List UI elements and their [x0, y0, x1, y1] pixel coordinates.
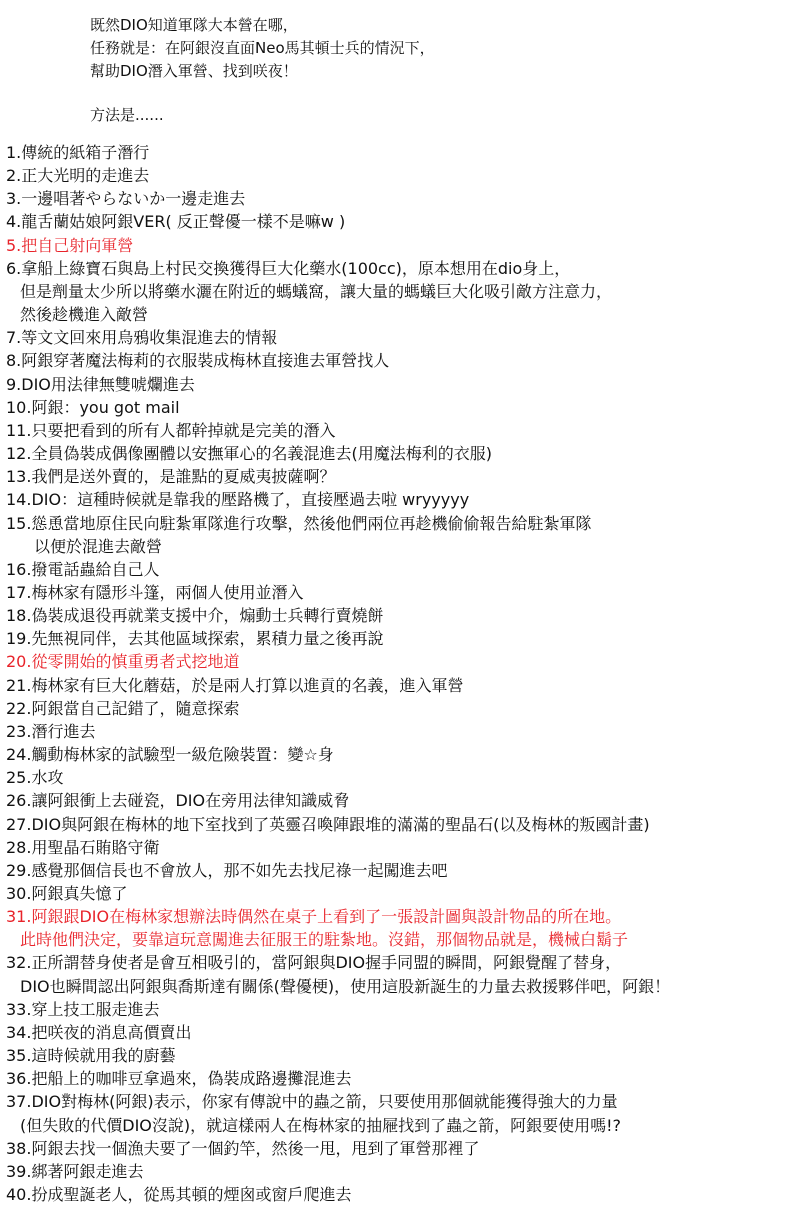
intro-section	[90, 14, 790, 127]
list-item: 8.阿銀穿著魔法梅莉的衣服裝成梅林直接進去軍營找人	[6, 351, 390, 371]
list-item: 3.一邊唱著やらないか一邊走進去	[6, 189, 246, 209]
list-item-continuation: (但失敗的代價DIO沒說)，就這樣兩人在梅林家的抽屜找到了蟲之箭，阿銀要使用嗎!?	[20, 1115, 622, 1135]
list-item-continuation: 此時他們決定，要靠這玩意闖進去征服王的駐紮地。沒錯，那個物品就是，機械白鬍子	[20, 930, 629, 950]
list-item: 5.把自己射向軍營	[6, 235, 134, 255]
list-item-continuation: 然後趁機進入敵營	[20, 305, 149, 325]
list-item: 31.阿銀跟DIO在梅林家想辦法時偶然在桌子上看到了一張設計圖與設計物品的所在地。	[6, 907, 622, 927]
list-item: 13.我們是送外賣的，是誰點的夏威夷披薩啊？	[6, 467, 336, 487]
list-item: 29.感覺那個信長也不會放人，那不如先去找尼祿一起闖進去吧	[6, 860, 448, 880]
list-item: 18.偽裝成退役再就業支援中介，煽動士兵轉行賣燒餅	[6, 606, 384, 626]
method-list	[6, 141, 796, 1206]
list-item: 11.只要把看到的所有人都幹掉就是完美的潛入	[6, 420, 336, 440]
list-item-continuation: 以便於混進去敵營	[34, 536, 163, 556]
list-item: 2.正大光明的走進去	[6, 166, 150, 186]
list-item: 23.潛行進去	[6, 721, 96, 741]
list-item: 9.DIO用法律無雙唬爛進去	[6, 374, 195, 394]
list-item-continuation: DIO也瞬間認出阿銀與喬斯達有關係(聲優梗)，使用這股新誕生的力量去救援夥伴吧，阿銀！	[20, 976, 671, 996]
intro-line: 任務就是：在阿銀沒直面Neo馬其頓士兵的情況下，	[90, 39, 435, 57]
list-item: 19.先無視同伴，去其他區域探索，累積力量之後再說	[6, 629, 384, 649]
list-item: 24.觸動梅林家的試驗型一級危險裝置：變☆身	[6, 745, 334, 765]
list-item: 14.DIO：這種時候就是靠我的壓路機了，直接壓過去啦 wryyyyy	[6, 490, 470, 510]
list-item: 6.拿船上綠寶石與島上村民交換獲得巨大化藥水(100cc)，原本想用在dio身上，	[6, 258, 571, 278]
list-item: 4.龍舌蘭姑娘阿銀VER( 反正聲優一樣不是嘛w )	[6, 212, 346, 232]
methods-label: 方法是......	[90, 106, 164, 124]
list-item: 27.DIO與阿銀在梅林的地下室找到了英靈召喚陣跟堆的滿滿的聖晶石(以及梅林的叛國計畫)	[6, 814, 650, 834]
list-item: 32.正所謂替身使者是會互相吸引的，當阿銀與DIO握手同盟的瞬間，阿銀覺醒了替身，	[6, 953, 622, 973]
intro-line: 既然DIO知道軍隊大本營在哪，	[90, 16, 298, 34]
list-item: 38.阿銀去找一個漁夫要了一個釣竿，然後一甩，甩到了軍營那裡了	[6, 1138, 480, 1158]
list-item-continuation: 但是劑量太少所以將藥水灑在附近的螞蟻窩，讓大量的螞蟻巨大化吸引敵方注意力，	[20, 281, 613, 301]
list-item: 7.等文文回來用烏鴉收集混進去的情報	[6, 328, 278, 348]
list-item: 21.梅林家有巨大化蘑菇，於是兩人打算以進貢的名義，進入軍營	[6, 675, 464, 695]
list-item: 1.傳統的紙箱子潛行	[6, 143, 150, 162]
list-item: 28.用聖晶石賄賂守衛	[6, 837, 160, 857]
list-item: 16.撥電話蟲給自己人	[6, 559, 160, 579]
list-item: 15.慫恿當地原住民向駐紮軍隊進行攻擊，然後他們兩位再趁機偷偷報告給駐紮軍隊	[6, 513, 592, 533]
list-item: 36.把船上的咖啡豆拿過來，偽裝成路邊攤混進去	[6, 1069, 352, 1089]
list-item: 33.穿上技工服走進去	[6, 999, 160, 1019]
list-item: 37.DIO對梅林(阿銀)表示，你家有傳說中的蟲之箭，只要使用那個就能獲得強大的力量	[6, 1092, 618, 1112]
list-item: 40.扮成聖誕老人，從馬其頓的煙囪或窗戶爬進去	[6, 1185, 352, 1205]
list-item: 12.全員偽裝成偶像團體以安撫軍心的名義混進去(用魔法梅利的衣服)	[6, 444, 492, 464]
list-item: 25.水攻	[6, 768, 64, 788]
list-item: 22.阿銀當自己記錯了，隨意探索	[6, 698, 240, 718]
list-item: 10.阿銀：you got mail	[6, 397, 180, 417]
list-item: 17.梅林家有隱形斗篷，兩個人使用並潛入	[6, 582, 304, 602]
spacer	[90, 83, 790, 104]
list-item: 20.從零開始的慎重勇者式挖地道	[6, 652, 240, 672]
intro-line: 幫助DIO潛入軍營、找到咲夜！	[90, 62, 298, 80]
list-item: 26.讓阿銀衝上去碰瓷，DIO在旁用法律知識威脅	[6, 791, 350, 811]
list-item: 39.綁著阿銀走進去	[6, 1161, 144, 1181]
list-item: 35.這時候就用我的廚藝	[6, 1046, 176, 1066]
list-item: 34.把咲夜的消息高價賣出	[6, 1022, 192, 1042]
list-item: 30.阿銀真失憶了	[6, 884, 128, 903]
